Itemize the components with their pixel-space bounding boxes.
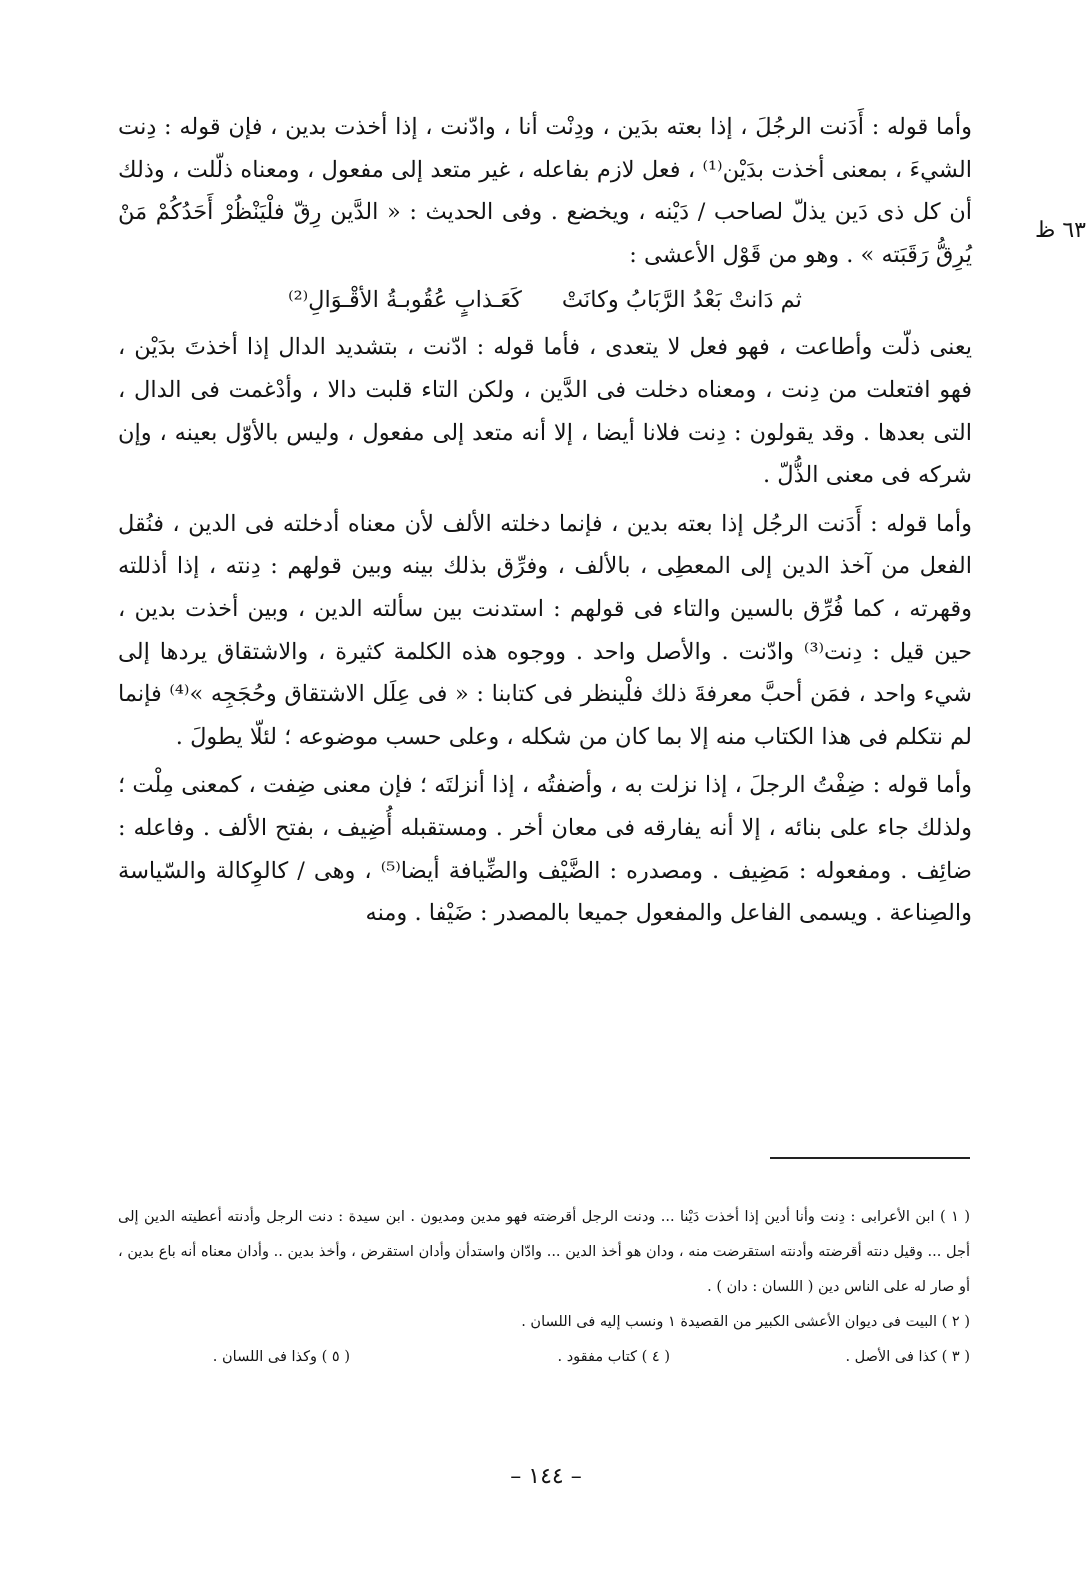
footnote-2: ( ٢ ) البيت فى ديوان الأعشى الكبير من القصيدة ١ ونسب إليه فى اللسان . — [521, 1314, 970, 1330]
poetry-verse — [118, 278, 972, 322]
footnote-3: ( ٣ ) كذا فى الأصل . — [845, 1349, 970, 1365]
paragraph-3: وأما قوله : أَدَنت الرجُل إذا بعته بدين ، فإنما دخلته الألف لأن معناه أدخلته فى الدين ، فنُقل الفعل من آخذ الدين إلى المعطِى ، بالألف ، وفرِّق بذلك بينه وبين قولهم : دِنته ، إذا أذللته وقهرته ، كما فُرِّق بالسين والتاء فى قولهم : استدنت بين سألته الدين ، وبين أخذت بدين ، حين قيل : دِنت⁽³⁾ وادّنت . والأصل واحد . ووجوه هذه الكلمة كثيرة ، والاشتقاق يردها إلى شيء واحد ، فمَن أحبَّ معرفةَ ذلك فلْينظر فى كتابنا : « فى عِلَل الاشتقاق وحُجَجِه »⁽⁴⁾ فإنما لم نتكلم فى هذا الكتاب منه إلا بما كان من شكله ، وعلى حسب موضوعه ؛ لئلّا يطولَ . — [118, 510, 972, 750]
paragraph-2: يعنى ذلّت وأطاعت ، فهو فعل لا يتعدى ، فأما قوله : ادّنت ، بتشديد الدال إذا أخذتَ بدَيْن ، فهو افتعلت من دِنت ، ومعناه دخلت فى الدَّين ، ولكن التاء قلبت دالا ، وأدْغمت فى الدال ، التى بعدها . وقد يقولون : دِنت فلانا أيضا ، إلا أنه متعد إلى مفعول ، وليس بالأوّل بعينه ، وإن شركه فى معنى الذُّلّ . — [118, 334, 972, 489]
paragraph-4: وأما قوله : ضِفْتُ الرجلَ ، إذا نزلت به ، وأضفتُه ، إذا أنزلتَه ؛ فإن معنى ضِفت ، كمعنى مِلْت ؛ ولذلك جاء على بنائه ، إلا أنه يفارقه فى معان أخر . ومستقبله أُضِيف ، بفتح الألف . وفاعله : ضائِف . ومفعوله : مَضِيف . ومصدره : الضَّيْف والضِّيافة أيضا⁽⁵⁾ ، وهى / كالوِكالة والسّياسة والصِناعة . ويسمى الفاعل والمفعول جميعا بالمصدر : ضَيْفا . ومنه — [118, 772, 973, 927]
folio-margin-note: ٦٣ ظ — [1035, 218, 1086, 243]
footnote-1: ( ١ ) ابن الأعرابى : دِنت وأنا أدين إذا أخذت دَيْنا ... ودنت الرجل أقرضته فهو مدين ومديون . ابن سيدة : دنت الرجل وأدنته أعطيته الدين إلى أجل ... وقيل دنته أقرضته وأدنته استقرضت منه ، ودان هو أخذ الدين ... وادّان واستدأن وأدان استقرض ، وأخذ بدين .. وأدان معناه أنه باع بدين ، أو صار له على الناس دين ( اللسان : دان ) . — [118, 1209, 970, 1295]
footnote-5: ( ٥ ) وكذا فى اللسان . — [212, 1349, 350, 1365]
verse-second-hemistich: كَعَـذابٍ عُقُوبـةُ الأقْـوَالِ⁽²⁾ — [288, 287, 522, 314]
page-number: – ١٤٤ – — [510, 1464, 582, 1489]
main-text — [118, 106, 972, 935]
footnote-4: ( ٤ ) كتاب مفقود . — [557, 1349, 670, 1365]
footnote-divider — [770, 1157, 970, 1159]
verse-first-hemistich: ثم دَانتْ بَعْدُ الرَّبَابُ وكانَتْ — [561, 287, 802, 314]
footnote-row — [118, 1340, 970, 1375]
paragraph-1: وأما قوله : أَدَنت الرجُلَ ، إذا بعته بدَين ، ودِنْت أنا ، وادّنت ، إذا أخذت بدين ، فإن قوله : دِنت الشيءَ ، بمعنى أخذت بدَيْن⁽¹⁾ ، فعل لازم بفاعله ، غير متعد إلى مفعول ، ومعناه ذلّلت ، وذلك أن كل ذى دَين يذلّ لصاحب / دَيْنه ، ويخضع . وفى الحديث : « الدَّين رِقّ فلْيَنْظُرْ أَحَدُكُمْ مَنْ يُرِقُّ رَقَبَته » . وهو من قَوْل الأعشى : — [118, 114, 972, 268]
footnotes — [118, 1200, 970, 1375]
